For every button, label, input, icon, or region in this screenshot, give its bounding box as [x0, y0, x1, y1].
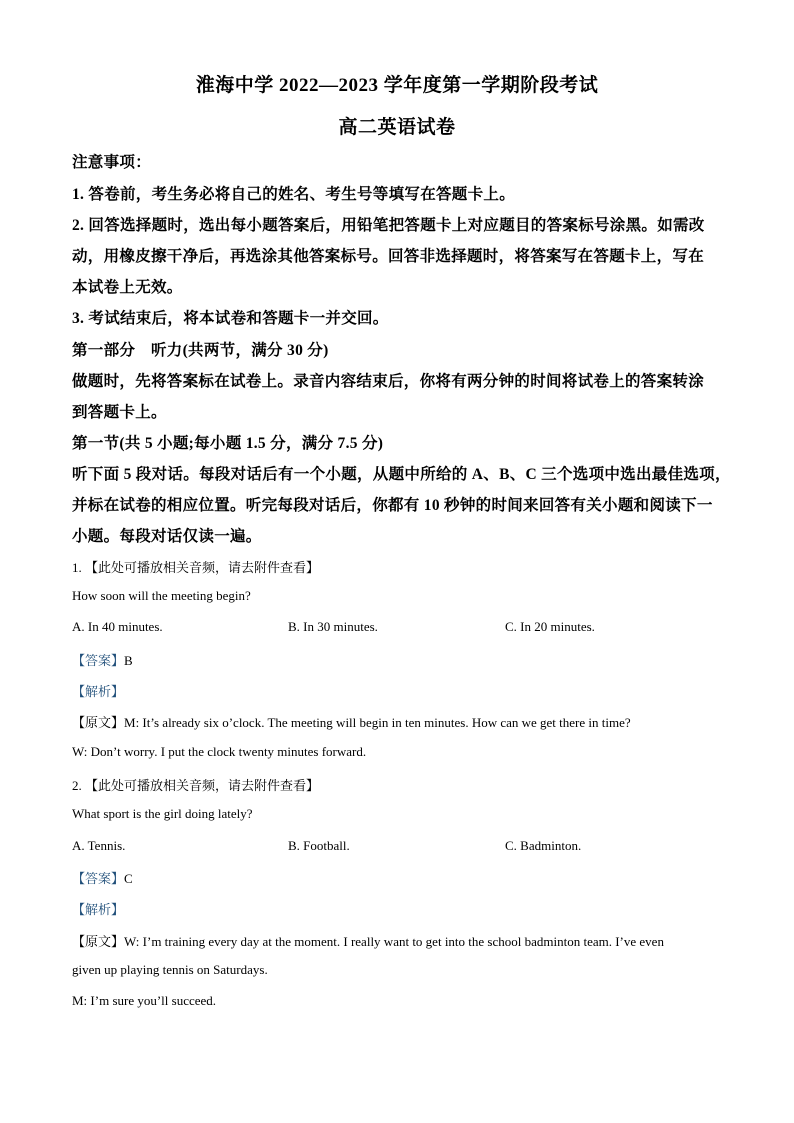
exam-subtitle: 高二英语试卷 [338, 117, 456, 138]
original-text: W: I’m training every day at the moment. I really want to get into the school badminton team. I’ve even [124, 934, 664, 949]
notice-item-1: 1. 答卷前，考生务必将自己的姓名、考生号等填写在答题卡上。 [72, 186, 516, 203]
part1-heading: 第一部分 听力(共两节，满分 30 分) [72, 342, 329, 359]
question-1-audio-note: 1. 【此处可播放相关音频，请去附件查看】 [72, 560, 320, 575]
question-2-option-a: A. Tennis. [72, 838, 126, 853]
question-2-option-b: B. Football. [288, 838, 350, 853]
part1-instructions-line-1: 做题时，先将答案标在试卷上。录音内容结束后，你将有两分钟的时间将试卷上的答案转涂 [72, 373, 705, 390]
question-1-text: How soon will the meeting begin? [72, 588, 251, 603]
answer-tag: 【答案】 [72, 871, 125, 886]
original-tag: 【原文】 [72, 934, 125, 949]
exam-title: 淮海中学 2022—2023 学年度第一学期阶段考试 [195, 75, 599, 96]
notice-item-2-line-3: 本试卷上无效。 [72, 279, 183, 296]
answer-value: B [124, 653, 133, 668]
question-2-text: What sport is the girl doing lately? [72, 806, 253, 821]
question-2-analysis-tag: 【解析】 [72, 902, 125, 917]
original-tag: 【原文】 [72, 715, 125, 730]
original-text: M: It’s already six o’clock. The meeting will begin in ten minutes. How can we get there in time? [124, 715, 631, 730]
question-1-answer [72, 650, 724, 669]
question-1-option-c: C. In 20 minutes. [505, 619, 595, 634]
section1-instructions-line-3: 小题。每段对话仅读一遍。 [72, 528, 262, 545]
question-1-original-line-2: W: Don’t worry. I put the clock twenty minutes forward. [72, 744, 367, 759]
notice-item-3: 3. 考试结束后，将本试卷和答题卡一并交回。 [72, 310, 389, 327]
question-2-option-c: C. Badminton. [505, 838, 582, 853]
answer-value: C [124, 871, 133, 886]
question-1-option-b: B. In 30 minutes. [288, 619, 378, 634]
notice-item-2-line-2: 动，用橡皮擦干净后，再选涂其他答案标号。回答非选择题时，将答案写在答题卡上，写在 [72, 248, 705, 265]
notice-heading: 注意事项： [72, 154, 152, 171]
part1-instructions-line-2: 到答题卡上。 [72, 404, 167, 421]
section1-heading: 第一节(共 5 小题;每小题 1.5 分，满分 7.5 分) [72, 435, 384, 452]
notice-item-2-line-1: 2. 回答选择题时，选出每小题答案后，用铅笔把答题卡上对应题目的答案标号涂黑。如需改 [72, 217, 705, 234]
question-2-original-line-2: given up playing tennis on Saturdays. [72, 962, 268, 977]
question-1-original-line-1 [72, 712, 724, 731]
question-1-option-a: A. In 40 minutes. [72, 619, 163, 634]
question-2-answer [72, 868, 724, 887]
question-2-original-line-3: M: I’m sure you’ll succeed. [72, 993, 217, 1008]
question-2-audio-note: 2. 【此处可播放相关音频，请去附件查看】 [72, 778, 320, 793]
section1-instructions-line-1: 听下面 5 段对话。每段对话后有一个小题，从题中所给的 A、B、C 三个选项中选出最佳选项， [72, 466, 731, 483]
section1-instructions-line-2: 并标在试卷的相应位置。听完每段对话后，你都有 10 秒钟的时间来回答有关小题和阅读下一 [72, 497, 713, 514]
question-1-analysis-tag: 【解析】 [72, 684, 125, 699]
question-2-original-line-1 [72, 931, 724, 950]
answer-tag: 【答案】 [72, 653, 125, 668]
